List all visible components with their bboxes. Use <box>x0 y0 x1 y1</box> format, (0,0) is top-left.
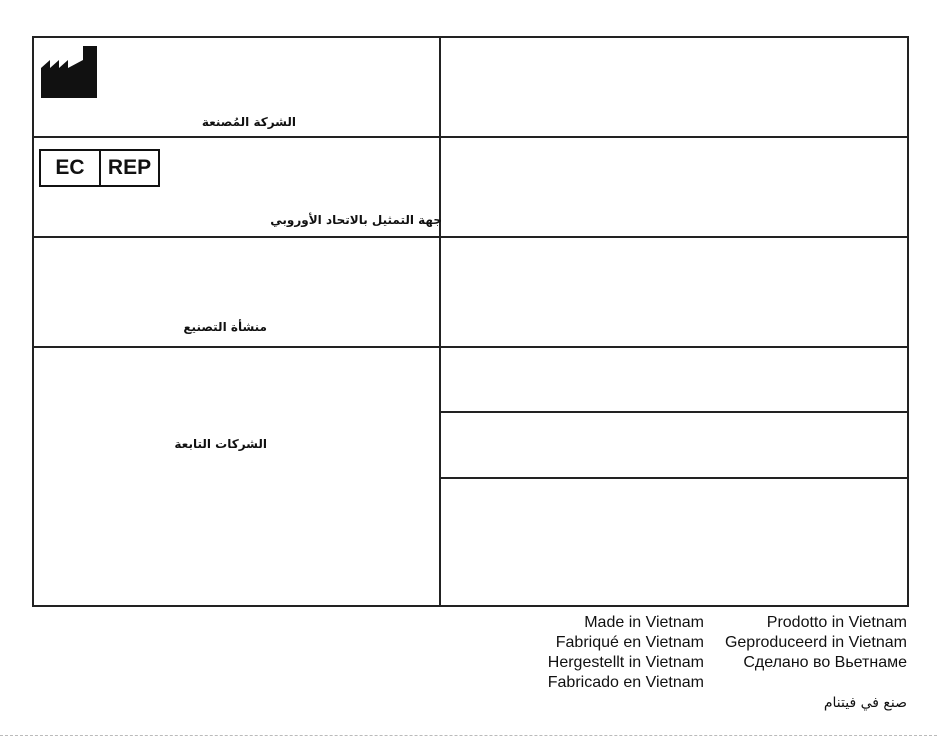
column-divider <box>439 38 441 605</box>
manufacturer-label: الشركة المُصنعة <box>201 115 296 129</box>
label-table <box>32 36 909 607</box>
made-in-mk: Сделано во Вьетнаме <box>743 654 907 671</box>
ec-rep-label: جهة التمثيل بالاتحاد الأوروبي <box>270 213 442 227</box>
ec-rep-symbol <box>39 149 160 187</box>
made-in-nl: Geproduceerd in Vietnam <box>724 634 907 651</box>
factory-icon <box>41 46 97 98</box>
row-divider-3 <box>34 346 907 348</box>
made-in-es: Fabricado en Vietnam <box>547 674 704 691</box>
row-divider-2 <box>34 236 907 238</box>
right-divider-2 <box>439 477 909 479</box>
ec-text: EC <box>41 151 101 185</box>
made-in-fr: Fabriqué en Vietnam <box>555 634 704 651</box>
right-divider-1 <box>439 411 909 413</box>
made-in-left-column <box>548 613 704 693</box>
made-in-right-column <box>725 613 907 673</box>
row-divider-1 <box>34 136 907 138</box>
origin-label: منشأة التصنيع <box>183 320 267 334</box>
rep-text: REP <box>107 156 152 179</box>
cut-line <box>0 735 937 736</box>
made-in-it: Prodotto in Vietnam <box>766 614 907 631</box>
made-in-de: Hergestellt in Vietnam <box>547 654 704 671</box>
affiliates-label: الشركات التابعة <box>174 437 267 451</box>
made-in-en: Made in Vietnam <box>584 614 704 631</box>
made-in-ar: صنع في فيتنام <box>823 695 907 711</box>
